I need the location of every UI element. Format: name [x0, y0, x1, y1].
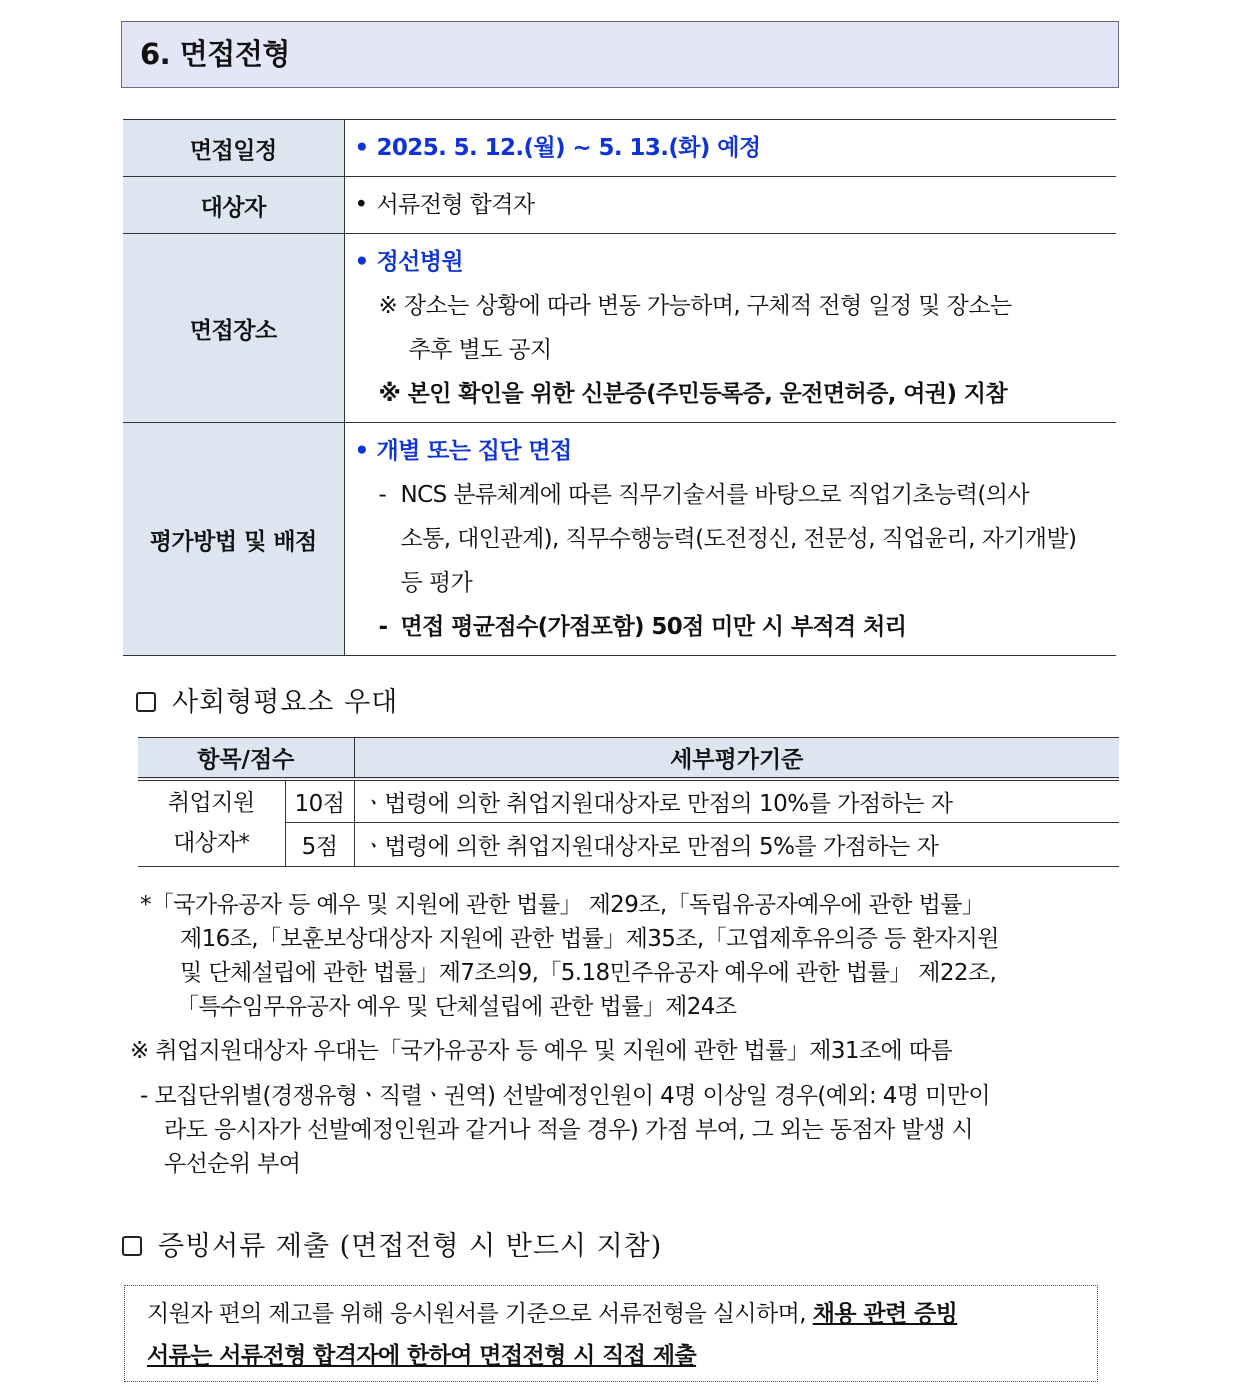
checkbox-square-icon: [122, 1236, 142, 1256]
place-label: 면접장소: [123, 234, 344, 423]
method-item-2: - 면접 평균점수(가점포함) 50점 미만 시 부적격 처리: [378, 614, 907, 640]
footnote-line-1: *「국가유공자 등 예우 및 지원에 관한 법률」 제29조,「독립유공자예우에 관한 법률」: [140, 892, 985, 918]
method-item-1-cont2: 등 평가: [400, 570, 473, 596]
target-cell: [344, 177, 1116, 234]
table-row: [123, 120, 1116, 177]
method-label: 평가방법 및 배점: [123, 423, 344, 656]
place-note-1: ※ 장소는 상황에 따라 변동 가능하며, 구체적 전형 일정 및 장소는: [378, 293, 1012, 319]
documents-heading: 증빙서류 제출 (면접전형 시 반드시 지참): [122, 1224, 662, 1263]
footnote-line-4: 「특수임무유공자 예우 및 단체설립에 관한 법률」제24조: [176, 994, 737, 1020]
criteria-cell: ㆍ법령에 의한 취업지원대상자로 만점의 5%를 가점하는 자: [354, 823, 1119, 867]
documents-notice-line-2: 서류는 서류전형 합격자에 한하여 면접전형 시 직접 제출: [147, 1343, 697, 1369]
footnote-line-2: 제16조,「보훈보상대상자 지원에 관한 법률」제35조,「고엽제후유의증 등 환자지원: [180, 926, 999, 952]
group-label-line1: 취업지원: [167, 790, 255, 817]
criteria-cell: ㆍ법령에 의한 취업지원대상자로 만점의 10%를 가점하는 자: [354, 779, 1119, 823]
section-title: 6. 면접전형: [121, 21, 1119, 88]
place-note-1-cont: 추후 별도 공지: [408, 337, 552, 363]
method-item-1: - NCS 분류체계에 따른 직무기술서를 바탕으로 직업기초능력(의사: [378, 482, 1029, 508]
social-equity-table: [138, 737, 1119, 867]
group-label-line2: 대상자*: [173, 830, 250, 857]
rule-line-2: 라도 응시자가 선발예정인원과 같거나 적을 경우) 가점 부여, 그 외는 동점자 발생 시: [164, 1117, 974, 1143]
schedule-cell: [344, 120, 1116, 177]
column-header-item: 항목/점수: [138, 738, 354, 779]
documents-notice-box: [124, 1285, 1098, 1382]
place-note-2: ※ 본인 확인을 위한 신분증(주민등록증, 운전면허증, 여권) 지참: [378, 381, 1008, 407]
interview-info-table: [123, 119, 1116, 656]
rule-line-3: 우선순위 부여: [164, 1151, 301, 1177]
social-equity-heading: 사회형평요소 우대: [136, 680, 398, 719]
table-row: [138, 779, 1119, 823]
method-cell: [344, 423, 1116, 656]
table-row: [123, 234, 1116, 423]
method-item-1-cont: 소통, 대인관계), 직무수행능력(도전정신, 전문성, 직업윤리, 자기개발): [400, 526, 1077, 552]
rule-line-1: - 모집단위별(경쟁유형ㆍ직렬ㆍ권역) 선발예정인원이 4명 이상일 경우(예외: 4명 미만이: [140, 1083, 991, 1109]
table-header-row: [138, 738, 1119, 779]
table-row: [123, 423, 1116, 656]
preference-note: ※ 취업지원대상자 우대는「국가유공자 등 예우 및 지원에 관한 법률」제31조에 따름: [130, 1038, 953, 1064]
target-value: • 서류전형 합격자: [354, 192, 535, 218]
schedule-label: 면접일정: [123, 120, 344, 177]
table-row: [123, 177, 1116, 234]
place-value: • 정선병원: [354, 249, 463, 275]
method-value: • 개별 또는 집단 면접: [354, 438, 572, 464]
points-cell: 10점: [285, 779, 354, 823]
table-row: [138, 823, 1119, 867]
schedule-value: • 2025. 5. 12.(월) ~ 5. 13.(화) 예정: [354, 135, 761, 161]
column-header-criteria: 세부평가기준: [354, 738, 1119, 779]
documents-notice-line-1: 지원자 편의 제고를 위해 응시원서를 기준으로 서류전형을 실시하며, 채용 관련 증빙: [147, 1301, 958, 1327]
footnote-line-3: 및 단체설립에 관한 법률」제7조의9,「5.18민주유공자 예우에 관한 법률」 제22조,: [180, 960, 997, 986]
place-cell: [344, 234, 1116, 423]
group-cell: [138, 779, 285, 867]
checkbox-square-icon: [136, 692, 156, 712]
points-cell: 5점: [285, 823, 354, 867]
target-label: 대상자: [123, 177, 344, 234]
